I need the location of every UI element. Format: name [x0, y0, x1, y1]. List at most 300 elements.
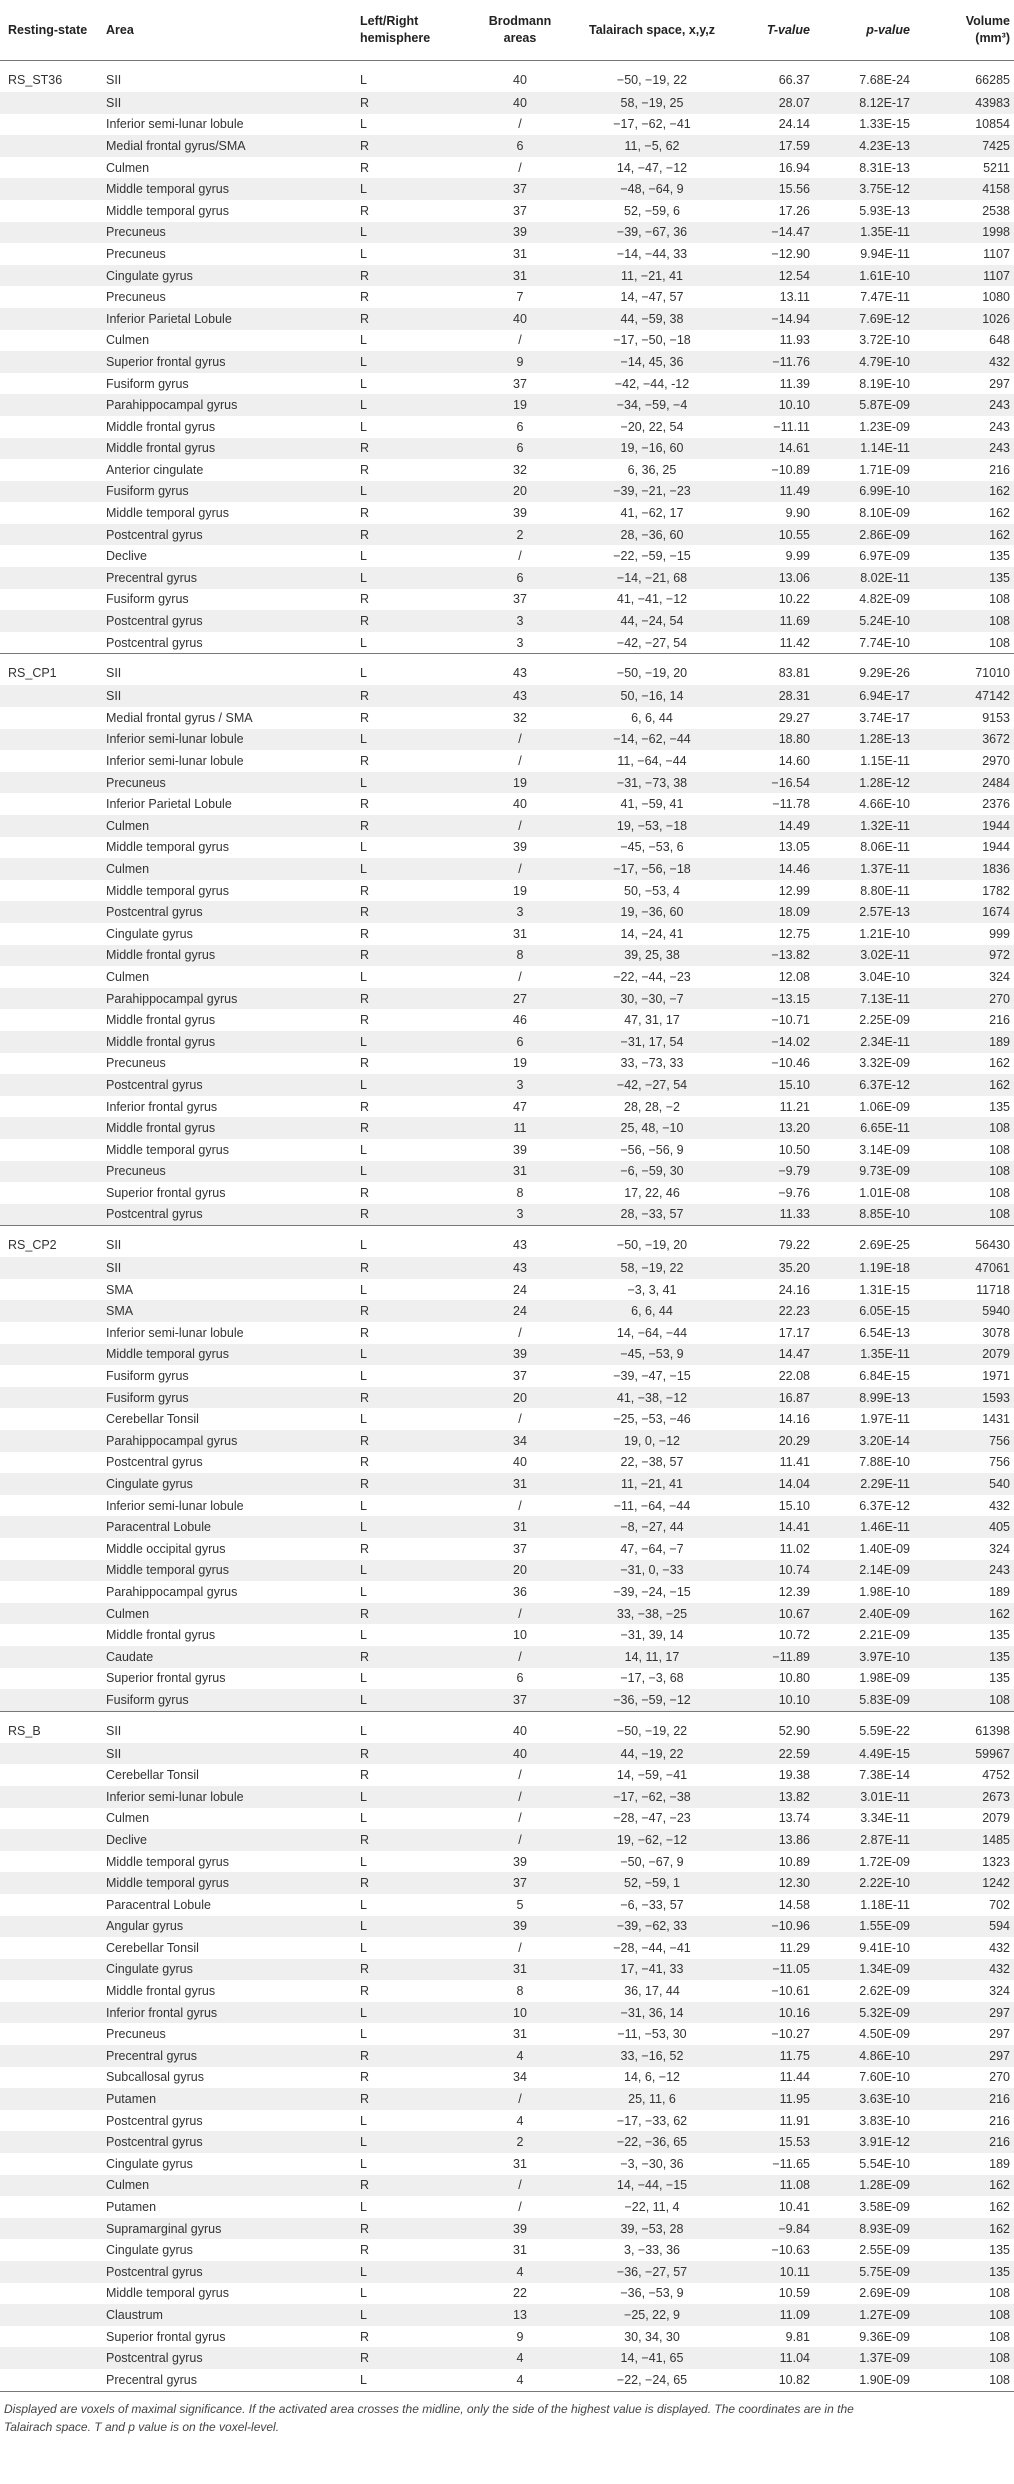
table-row — [0, 923, 1014, 945]
volume-cell: 1107 — [914, 265, 1014, 287]
talairach-cell: −22, −24, 65 — [616, 2372, 688, 2387]
header-brodmann-label: Brodmann areas — [488, 14, 552, 45]
volume-cell: 162 — [914, 2175, 1014, 2197]
hemisphere-cell: L — [360, 1238, 367, 1253]
table-row — [0, 1204, 1014, 1226]
resting-state-cell — [0, 1743, 106, 1765]
hemisphere-cell: L — [360, 2002, 472, 2024]
area-cell: Middle temporal gyrus — [106, 1560, 360, 1582]
t-value-cell: 12.75 — [778, 926, 810, 941]
volume-cell: 135 — [989, 1671, 1010, 1686]
resting-state-cell — [0, 1322, 106, 1344]
resting-state-cell — [0, 567, 106, 589]
volume-cell: 1971 — [982, 1369, 1010, 1384]
area-cell: Middle frontal gyrus — [106, 1031, 360, 1053]
p-value-cell: 1.35E-11 — [814, 222, 914, 244]
volume-cell: 243 — [914, 1560, 1014, 1582]
resting-state-cell — [0, 610, 106, 632]
p-value-cell: 7.38E-14 — [859, 1768, 910, 1783]
brodmann-cell: / — [518, 160, 522, 175]
hemisphere-cell: R — [360, 462, 370, 477]
area-cell: Putamen — [106, 2088, 360, 2110]
p-value-cell: 4.86E-10 — [814, 2045, 914, 2067]
brodmann-cell: 2 — [472, 2131, 568, 2153]
volume-cell: 3672 — [914, 729, 1014, 751]
p-value-cell: 9.29E-26 — [859, 666, 910, 681]
p-value-cell: 3.04E-10 — [859, 969, 910, 984]
table-row — [0, 1322, 1014, 1344]
hemisphere-cell: L — [360, 419, 367, 434]
brodmann-cell: 31 — [472, 1473, 568, 1495]
area-cell: Superior frontal gyrus — [106, 1671, 226, 1686]
resting-state-cell — [0, 2196, 106, 2218]
resting-state-cell — [0, 837, 106, 859]
table-row — [0, 2067, 1014, 2089]
brodmann-cell: 6 — [472, 1031, 568, 1053]
talairach-cell: 28, 28, −2 — [624, 1099, 680, 1114]
table-row — [0, 1689, 1014, 1711]
talairach-cell: 14, −64, −44 — [616, 1325, 688, 1340]
talairach-cell: −17, −50, −18 — [613, 333, 691, 348]
t-value-cell: −9.79 — [736, 1161, 814, 1183]
resting-state-cell — [0, 1516, 106, 1538]
p-value-cell: 4.49E-15 — [814, 1743, 914, 1765]
hemisphere-cell: R — [360, 506, 370, 521]
brodmann-cell: 13 — [472, 2304, 568, 2326]
volume-cell: 162 — [989, 506, 1010, 521]
talairach-cell: −39, −62, 33 — [568, 1916, 736, 1938]
hemisphere-cell: R — [360, 945, 472, 967]
table-row — [0, 1829, 1014, 1851]
p-value-cell: 2.87E-11 — [814, 1829, 914, 1851]
table-row — [0, 2283, 1014, 2305]
resting-state-cell — [0, 901, 106, 923]
talairach-cell: 6, 6, 44 — [568, 1300, 736, 1322]
volume-cell: 702 — [989, 1897, 1010, 1912]
hemisphere-cell: R — [360, 308, 472, 330]
p-value-cell: 3.20E-14 — [814, 1430, 914, 1452]
area-cell: Precuneus — [106, 772, 360, 794]
brodmann-cell: 34 — [513, 2070, 527, 2085]
area-cell: Medial frontal gyrus / SMA — [106, 710, 253, 725]
t-value-cell: 13.86 — [736, 1829, 814, 1851]
brodmann-cell: 11 — [472, 1117, 568, 1139]
p-value-cell: 3.97E-10 — [814, 1646, 914, 1668]
t-value-cell: −11.11 — [773, 419, 810, 434]
volume-cell: 216 — [989, 1013, 1010, 1028]
talairach-cell: 44, −19, 22 — [568, 1743, 736, 1765]
brodmann-cell: / — [518, 117, 522, 132]
resting-state-cell — [0, 481, 106, 503]
resting-state-cell — [0, 286, 106, 308]
t-value-cell: 11.75 — [736, 2045, 814, 2067]
area-cell: Fusiform gyrus — [106, 1689, 360, 1711]
t-value-cell: 10.16 — [736, 2002, 814, 2024]
table-row — [0, 157, 1014, 179]
hemisphere-cell: L — [360, 1940, 367, 1955]
hemisphere-cell: R — [360, 1204, 472, 1226]
brodmann-cell: 37 — [513, 203, 527, 218]
hemisphere-cell: R — [360, 797, 370, 812]
brodmann-cell: 31 — [472, 1959, 568, 1981]
p-value-cell: 2.86E-09 — [814, 524, 914, 546]
brodmann-cell: 39 — [472, 1344, 568, 1366]
header-hemisphere — [360, 0, 472, 61]
table-row — [0, 1096, 1014, 1118]
t-value-cell: 11.69 — [736, 610, 814, 632]
volume-cell: 135 — [989, 549, 1010, 564]
volume-cell: 432 — [989, 1498, 1010, 1513]
talairach-cell: −22, 11, 4 — [624, 2200, 680, 2215]
area-cell: Middle temporal gyrus — [106, 506, 229, 521]
talairach-cell: −39, −24, −15 — [613, 1584, 691, 1599]
p-value-cell: 1.35E-11 — [814, 1344, 914, 1366]
brodmann-cell: 40 — [472, 308, 568, 330]
volume-cell: 1242 — [914, 1872, 1014, 1894]
p-value-cell: 1.90E-09 — [859, 2372, 910, 2387]
hemisphere-cell: R — [360, 1959, 472, 1981]
brodmann-cell: 43 — [513, 1238, 527, 1253]
area-cell: Culmen — [106, 333, 150, 348]
p-value-cell: 6.94E-17 — [814, 685, 914, 707]
header-p-value: p-value — [814, 0, 914, 61]
talairach-cell: −50, −67, 9 — [620, 1854, 684, 1869]
t-value-cell: 14.47 — [736, 1344, 814, 1366]
table-row — [0, 685, 1014, 707]
table-row — [0, 1117, 1014, 1139]
hemisphere-cell: R — [360, 92, 472, 114]
volume-cell: 135 — [989, 2243, 1010, 2258]
area-cell: Precuneus — [106, 2027, 166, 2042]
area-cell: Postcentral gyrus — [106, 901, 360, 923]
volume-cell: 162 — [914, 1603, 1014, 1625]
hemisphere-cell: R — [360, 901, 472, 923]
area-cell: Declive — [106, 1829, 360, 1851]
volume-cell: 2484 — [914, 772, 1014, 794]
t-value-cell: 35.20 — [736, 1257, 814, 1279]
volume-cell: 1944 — [914, 815, 1014, 837]
volume-cell: 324 — [989, 1984, 1010, 1999]
table-row — [0, 1344, 1014, 1366]
p-value-cell: 8.80E-11 — [860, 883, 910, 898]
t-value-cell: 15.10 — [778, 1498, 810, 1513]
talairach-cell: 58, −19, 25 — [568, 92, 736, 114]
talairach-cell: 19, −62, −12 — [568, 1829, 736, 1851]
brodmann-cell: / — [518, 2200, 522, 2215]
resting-state-cell — [0, 815, 106, 837]
resting-state-cell — [0, 2045, 106, 2067]
table-row — [0, 178, 1014, 200]
t-value-cell: −9.76 — [778, 1185, 810, 1200]
resting-state-cell — [0, 685, 106, 707]
resting-state-cell — [0, 545, 106, 567]
talairach-cell: 11, −64, −44 — [617, 754, 687, 769]
resting-state-cell — [0, 1279, 106, 1301]
talairach-cell: 41, −41, −12 — [616, 592, 688, 607]
volume-cell: 756 — [989, 1455, 1010, 1470]
table-row — [0, 880, 1014, 902]
resting-state-cell — [0, 589, 106, 611]
talairach-cell: 30, 34, 30 — [624, 2329, 680, 2344]
resting-state-cell — [0, 1053, 106, 1075]
brodmann-cell: 19 — [472, 394, 568, 416]
t-value-cell: −10.61 — [771, 1984, 810, 1999]
brodmann-cell: 43 — [472, 685, 568, 707]
volume-cell: 162 — [914, 1074, 1014, 1096]
p-value-cell: 3.63E-10 — [814, 2088, 914, 2110]
volume-cell: 108 — [914, 2304, 1014, 2326]
talairach-cell: 14, 11, 17 — [568, 1646, 736, 1668]
volume-cell: 108 — [914, 2347, 1014, 2369]
hemisphere-cell: R — [360, 1056, 370, 1071]
table-row — [0, 1074, 1014, 1096]
volume-cell: 297 — [914, 2045, 1014, 2067]
brodmann-cell: / — [518, 333, 522, 348]
table-row — [0, 858, 1014, 880]
area-cell: Middle frontal gyrus — [106, 438, 360, 460]
talairach-cell: 11, −5, 62 — [568, 135, 736, 157]
resting-state-cell — [0, 1560, 106, 1582]
hemisphere-cell: L — [360, 1412, 367, 1427]
talairach-cell: 33, −16, 52 — [568, 2045, 736, 2067]
brodmann-cell: 9 — [472, 351, 568, 373]
p-value-cell: 5.83E-09 — [814, 1689, 914, 1711]
resting-state-cell — [0, 1624, 106, 1646]
volume-cell: 999 — [989, 926, 1010, 941]
resting-state-cell — [0, 1851, 106, 1873]
resting-state-cell — [0, 351, 106, 373]
p-value-cell: 6.05E-15 — [814, 1300, 914, 1322]
t-value-cell: 10.89 — [778, 1854, 810, 1869]
brodmann-cell: 31 — [513, 2156, 527, 2171]
t-value-cell: 17.17 — [778, 1325, 810, 1340]
t-value-cell: −11.05 — [736, 1959, 814, 1981]
t-value-cell: 14.58 — [778, 1897, 810, 1912]
resting-state-cell: RS_CP2 — [8, 1238, 57, 1253]
brodmann-cell: 37 — [472, 1689, 568, 1711]
area-cell: Caudate — [106, 1646, 360, 1668]
p-value-cell: 9.94E-11 — [860, 246, 910, 261]
volume-cell: 1836 — [914, 858, 1014, 880]
table-row — [0, 1182, 1014, 1204]
t-value-cell: −10.63 — [771, 2243, 810, 2258]
talairach-cell: 30, −30, −7 — [568, 988, 736, 1010]
brodmann-cell: 43 — [513, 666, 527, 681]
brodmann-cell: 27 — [472, 988, 568, 1010]
volume-cell: 162 — [914, 2218, 1014, 2240]
talairach-cell: −3, −30, 36 — [620, 2156, 684, 2171]
talairach-cell: −25, 22, 9 — [568, 2304, 736, 2326]
resting-state-cell — [0, 988, 106, 1010]
hemisphere-cell: L — [360, 1516, 472, 1538]
t-value-cell: −11.78 — [772, 797, 810, 812]
volume-cell: 540 — [914, 1473, 1014, 1495]
resting-state-cell — [0, 1581, 106, 1603]
area-cell: Putamen — [106, 2200, 157, 2215]
t-value-cell: 11.49 — [736, 481, 814, 503]
volume-cell: 1944 — [982, 840, 1010, 855]
table-row — [0, 1387, 1014, 1409]
hemisphere-cell: L — [360, 481, 472, 503]
table-row — [0, 1808, 1014, 1830]
table-row — [0, 1959, 1014, 1981]
p-value-cell: 2.57E-13 — [814, 901, 914, 923]
hemisphere-cell: L — [360, 222, 472, 244]
volume-cell: 2673 — [914, 1786, 1014, 1808]
talairach-cell: −25, −53, −46 — [613, 1412, 691, 1427]
t-value-cell: −14.02 — [736, 1031, 814, 1053]
t-value-cell: −10.89 — [771, 462, 810, 477]
table-row — [0, 1257, 1014, 1279]
hemisphere-cell: R — [360, 685, 472, 707]
volume-cell: 1998 — [914, 222, 1014, 244]
t-value-cell: 13.11 — [779, 290, 810, 305]
table-row — [0, 438, 1014, 460]
hemisphere-cell: R — [360, 1013, 370, 1028]
p-value-cell: 1.28E-13 — [814, 729, 914, 751]
hemisphere-cell: R — [360, 135, 472, 157]
p-value-cell: 2.34E-11 — [814, 1031, 914, 1053]
volume-cell: 972 — [914, 945, 1014, 967]
brodmann-cell: 3 — [472, 1204, 568, 1226]
area-cell: Cingulate gyrus — [106, 926, 193, 941]
t-value-cell: 13.20 — [736, 1117, 814, 1139]
volume-cell: 43983 — [914, 92, 1014, 114]
t-value-cell: 14.61 — [736, 438, 814, 460]
volume-cell: 4158 — [914, 178, 1014, 200]
p-value-cell: 2.40E-09 — [814, 1603, 914, 1625]
resting-state-cell — [0, 2002, 106, 2024]
p-value-cell: 6.65E-11 — [814, 1117, 914, 1139]
resting-state-cell — [0, 459, 106, 481]
p-value-cell: 1.06E-09 — [859, 1099, 910, 1114]
hemisphere-cell: R — [360, 592, 370, 607]
brodmann-cell: 31 — [472, 1161, 568, 1183]
resting-state-cell — [0, 1074, 106, 1096]
area-cell: Superior frontal gyrus — [106, 351, 360, 373]
group-rs-cp2 — [0, 1226, 1014, 1711]
table-row — [0, 707, 1014, 729]
talairach-cell: −31, 39, 14 — [620, 1628, 684, 1643]
brodmann-cell: / — [518, 549, 522, 564]
table-row — [0, 286, 1014, 308]
hemisphere-cell: R — [360, 754, 370, 769]
volume-cell: 216 — [989, 462, 1010, 477]
talairach-cell: 52, −59, 6 — [624, 203, 680, 218]
talairach-cell: −31, 36, 14 — [568, 2002, 736, 2024]
brodmann-cell: 31 — [513, 926, 527, 941]
header-area: Area — [106, 0, 360, 61]
t-value-cell: 11.02 — [779, 1541, 810, 1556]
brodmann-cell: 36 — [513, 1584, 527, 1599]
p-value-cell: 4.66E-10 — [859, 797, 910, 812]
talairach-cell: −14, −62, −44 — [568, 729, 736, 751]
table-row — [0, 1300, 1014, 1322]
area-cell: Precuneus — [106, 222, 360, 244]
brodmann-cell: 19 — [513, 883, 527, 898]
resting-state-cell — [0, 222, 106, 244]
area-cell: Middle temporal gyrus — [106, 1142, 229, 1157]
hemisphere-cell: L — [360, 376, 367, 391]
area-cell: SII — [106, 92, 360, 114]
p-value-cell: 3.58E-09 — [859, 2200, 910, 2215]
p-value-cell: 1.15E-11 — [860, 754, 910, 769]
volume-cell: 7425 — [914, 135, 1014, 157]
resting-state-cell — [0, 750, 106, 772]
talairach-cell: 33, −38, −25 — [568, 1603, 736, 1625]
t-value-cell: 28.31 — [736, 685, 814, 707]
brodmann-cell: / — [472, 1646, 568, 1668]
table-row — [0, 1516, 1014, 1538]
hemisphere-cell: L — [360, 1723, 367, 1738]
brodmann-cell: 37 — [513, 376, 527, 391]
resting-state-cell — [0, 1257, 106, 1279]
resting-state-cell — [0, 524, 106, 546]
t-value-cell: 11.29 — [779, 1940, 810, 1955]
volume-cell: 47061 — [914, 1257, 1014, 1279]
area-cell: Middle temporal gyrus — [106, 1854, 229, 1869]
volume-cell: 162 — [989, 2200, 1010, 2215]
hemisphere-cell: R — [360, 2243, 370, 2258]
brodmann-cell: 31 — [513, 2027, 527, 2042]
area-cell: SII — [106, 685, 360, 707]
hemisphere-cell: L — [360, 1689, 472, 1711]
p-value-cell: 1.27E-09 — [814, 2304, 914, 2326]
talairach-cell: 41, −59, 41 — [620, 797, 684, 812]
table-row — [0, 772, 1014, 794]
t-value-cell: −11.89 — [736, 1646, 814, 1668]
area-cell: Postcentral gyrus — [106, 610, 360, 632]
resting-state-cell — [0, 1829, 106, 1851]
t-value-cell: 28.07 — [736, 92, 814, 114]
volume-cell: 1674 — [914, 901, 1014, 923]
table-row — [0, 1668, 1014, 1690]
volume-cell: 756 — [914, 1430, 1014, 1452]
p-value-cell: 7.68E-24 — [859, 73, 910, 87]
t-value-cell: 11.44 — [779, 2070, 810, 2085]
volume-cell: 2079 — [982, 1811, 1010, 1826]
hemisphere-cell: R — [360, 1099, 370, 1114]
table-row — [0, 1009, 1014, 1031]
hemisphere-cell: L — [360, 117, 367, 132]
p-value-cell: 6.37E-12 — [814, 1074, 914, 1096]
hemisphere-cell: R — [360, 883, 370, 898]
volume-cell: 162 — [989, 1056, 1010, 1071]
table-row — [0, 2153, 1014, 2175]
t-value-cell: −16.54 — [736, 772, 814, 794]
resting-state-cell — [0, 1096, 106, 1118]
hemisphere-cell: L — [360, 1786, 472, 1808]
area-cell: Superior frontal gyrus — [106, 2329, 226, 2344]
t-value-cell: 52.90 — [778, 1723, 810, 1738]
table-row — [0, 308, 1014, 330]
resting-state-cell — [0, 1980, 106, 2002]
resting-state-cell — [0, 923, 106, 945]
hemisphere-cell: L — [360, 858, 472, 880]
talairach-cell: 6, 6, 44 — [631, 710, 673, 725]
t-value-cell: 10.10 — [736, 394, 814, 416]
hemisphere-cell: R — [360, 1768, 370, 1783]
brodmann-cell: 4 — [516, 2372, 524, 2387]
t-value-cell: 11.95 — [736, 2088, 814, 2110]
hemisphere-cell: R — [360, 265, 472, 287]
area-cell: Culmen — [106, 2175, 360, 2197]
table-row — [0, 2326, 1014, 2348]
brodmann-cell: 4 — [472, 2261, 568, 2283]
brodmann-cell: / — [472, 1603, 568, 1625]
volume-cell: 5940 — [914, 1300, 1014, 1322]
p-value-cell: 1.32E-11 — [814, 815, 914, 837]
